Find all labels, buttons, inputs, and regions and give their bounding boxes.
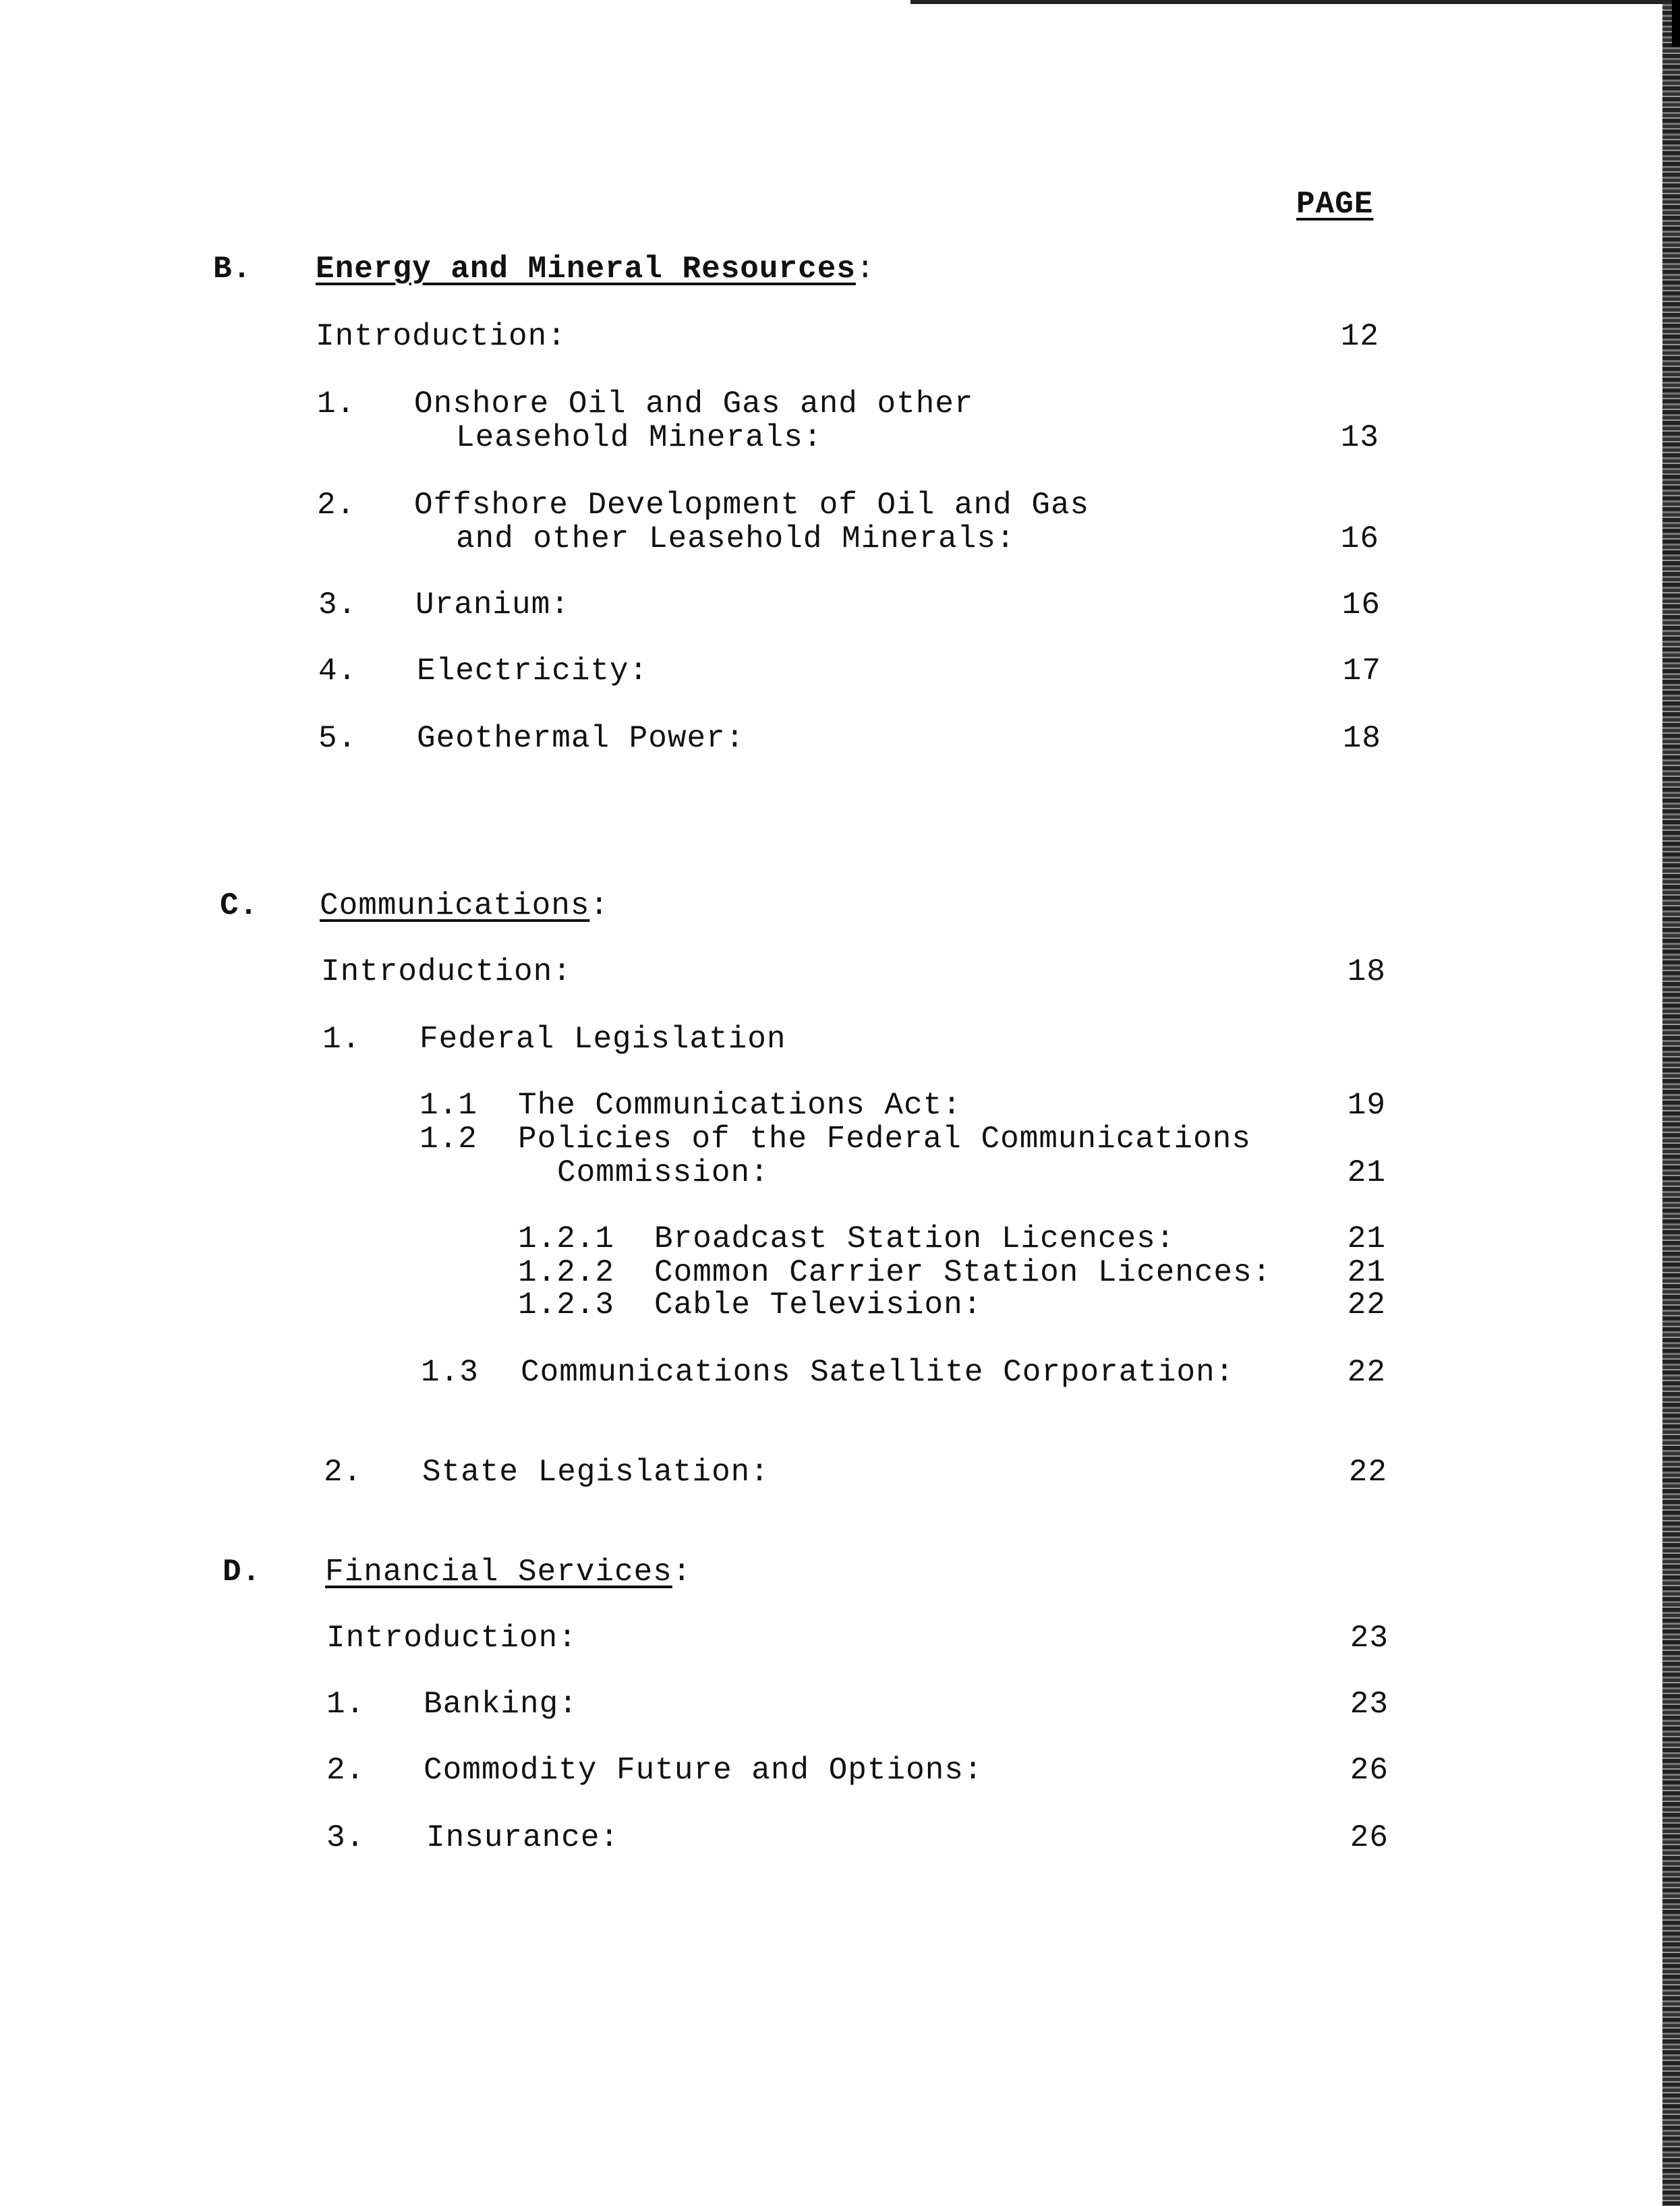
section-c-subsub-3-label: Cable Television: [654,1287,983,1323]
section-b-item-4-label: Electricity: [417,654,649,689]
section-b-item-2-num: 2. [317,488,356,523]
section-d-intro-label: Introduction: [326,1621,577,1656]
section-b-item-5-label: Geothermal Power: [417,721,745,756]
section-b-intro-page: 12 [1340,319,1379,354]
section-c-subsub-3-num: 1.2.3 [518,1287,615,1323]
scan-edge-top [910,0,1680,4]
section-c-title: Communications [320,888,590,923]
section-d-item-2-page: 26 [1350,1753,1389,1788]
section-b-item-1-num: 1. [317,386,356,422]
section-d-item-2-label: Commodity Future and Options: [424,1753,983,1788]
section-d-heading [325,1554,692,1590]
section-d-item-3-label: Insurance: [426,1820,620,1855]
section-c-subsub-1-num: 1.2.1 [518,1221,615,1256]
section-d-letter: D. [223,1555,262,1590]
section-c-sub-1-1-page: 19 [1347,1088,1386,1123]
section-c-sub-1-2-line1: Policies of the Federal Communications [518,1122,1251,1157]
scan-edge-corner [1672,0,1680,47]
section-c-heading [320,888,609,924]
section-b-item-3-label: Uranium: [415,587,570,622]
section-b-heading [316,251,875,287]
section-d-colon: : [672,1555,692,1590]
section-c-sub-1-3-page: 22 [1347,1355,1386,1390]
section-c-sub-1-1-num: 1.1 [419,1088,477,1123]
section-b-item-2-page: 16 [1340,521,1379,556]
section-b-item-1-line2: Leasehold Minerals: [456,420,823,455]
section-d-item-1-label: Banking: [424,1687,578,1722]
section-d-title: Financial Services [325,1555,672,1590]
section-c-item-1-num: 1. [322,1022,361,1057]
section-c-letter: C. [220,888,259,923]
section-c-colon: : [589,888,610,923]
section-c-subsub-2-label: Common Carrier Station Licences: [654,1255,1272,1290]
section-c-item-2-num: 2. [324,1455,363,1490]
section-c-intro-label: Introduction: [321,954,572,989]
section-b-item-2-line2: and other Leasehold Minerals: [456,521,1016,556]
section-c-item-2-label: State Legislation: [422,1455,770,1490]
section-c-sub-1-3-num: 1.3 [421,1355,479,1390]
section-b-item-1-line1: Onshore Oil and Gas and other [414,386,974,422]
section-d-item-1-page: 23 [1350,1687,1389,1722]
section-b-item-4-page: 17 [1342,654,1381,689]
section-c-intro-page: 18 [1347,954,1386,989]
section-d-item-3-num: 3. [326,1820,366,1855]
section-b-item-1-page: 13 [1340,420,1379,455]
section-c-sub-1-3-label: Communications Satellite Corporation: [521,1355,1235,1390]
scan-edge-right [1662,0,1680,2206]
section-c-subsub-3-page: 22 [1347,1287,1386,1323]
section-c-subsub-2-num: 1.2.2 [518,1255,615,1290]
section-b-item-4-num: 4. [318,654,357,689]
section-c-sub-1-1-label: The Communications Act: [518,1088,962,1123]
section-c-subsub-1-page: 21 [1347,1221,1386,1256]
section-b-item-5-page: 18 [1342,721,1381,756]
page-column-header: PAGE [1296,187,1374,222]
section-d-item-3-page: 26 [1350,1820,1389,1855]
section-b-item-3-page: 16 [1341,587,1381,622]
section-d-intro-page: 23 [1350,1621,1389,1656]
section-c-sub-1-2-page: 21 [1347,1155,1386,1190]
section-c-item-2-page: 22 [1348,1455,1387,1490]
section-b-title: Energy and Mineral Resources [316,252,856,287]
section-c-subsub-2-page: 21 [1347,1255,1386,1290]
section-c-sub-1-2-num: 1.2 [419,1122,477,1157]
section-b-intro-label: Introduction: [316,319,567,354]
section-b-item-5-num: 5. [318,721,357,756]
section-c-subsub-1-label: Broadcast Station Licences: [654,1221,1176,1256]
section-c-item-1-label: Federal Legislation [419,1022,786,1057]
section-b-item-2-line1: Offshore Development of Oil and Gas [414,488,1090,523]
section-d-item-1-num: 1. [326,1687,366,1722]
section-b-item-3-num: 3. [318,587,357,622]
section-c-sub-1-2-line2: Commission: [557,1155,770,1190]
section-b-colon: : [855,252,875,287]
section-b-letter: B. [213,252,252,287]
section-d-item-2-num: 2. [326,1753,366,1788]
